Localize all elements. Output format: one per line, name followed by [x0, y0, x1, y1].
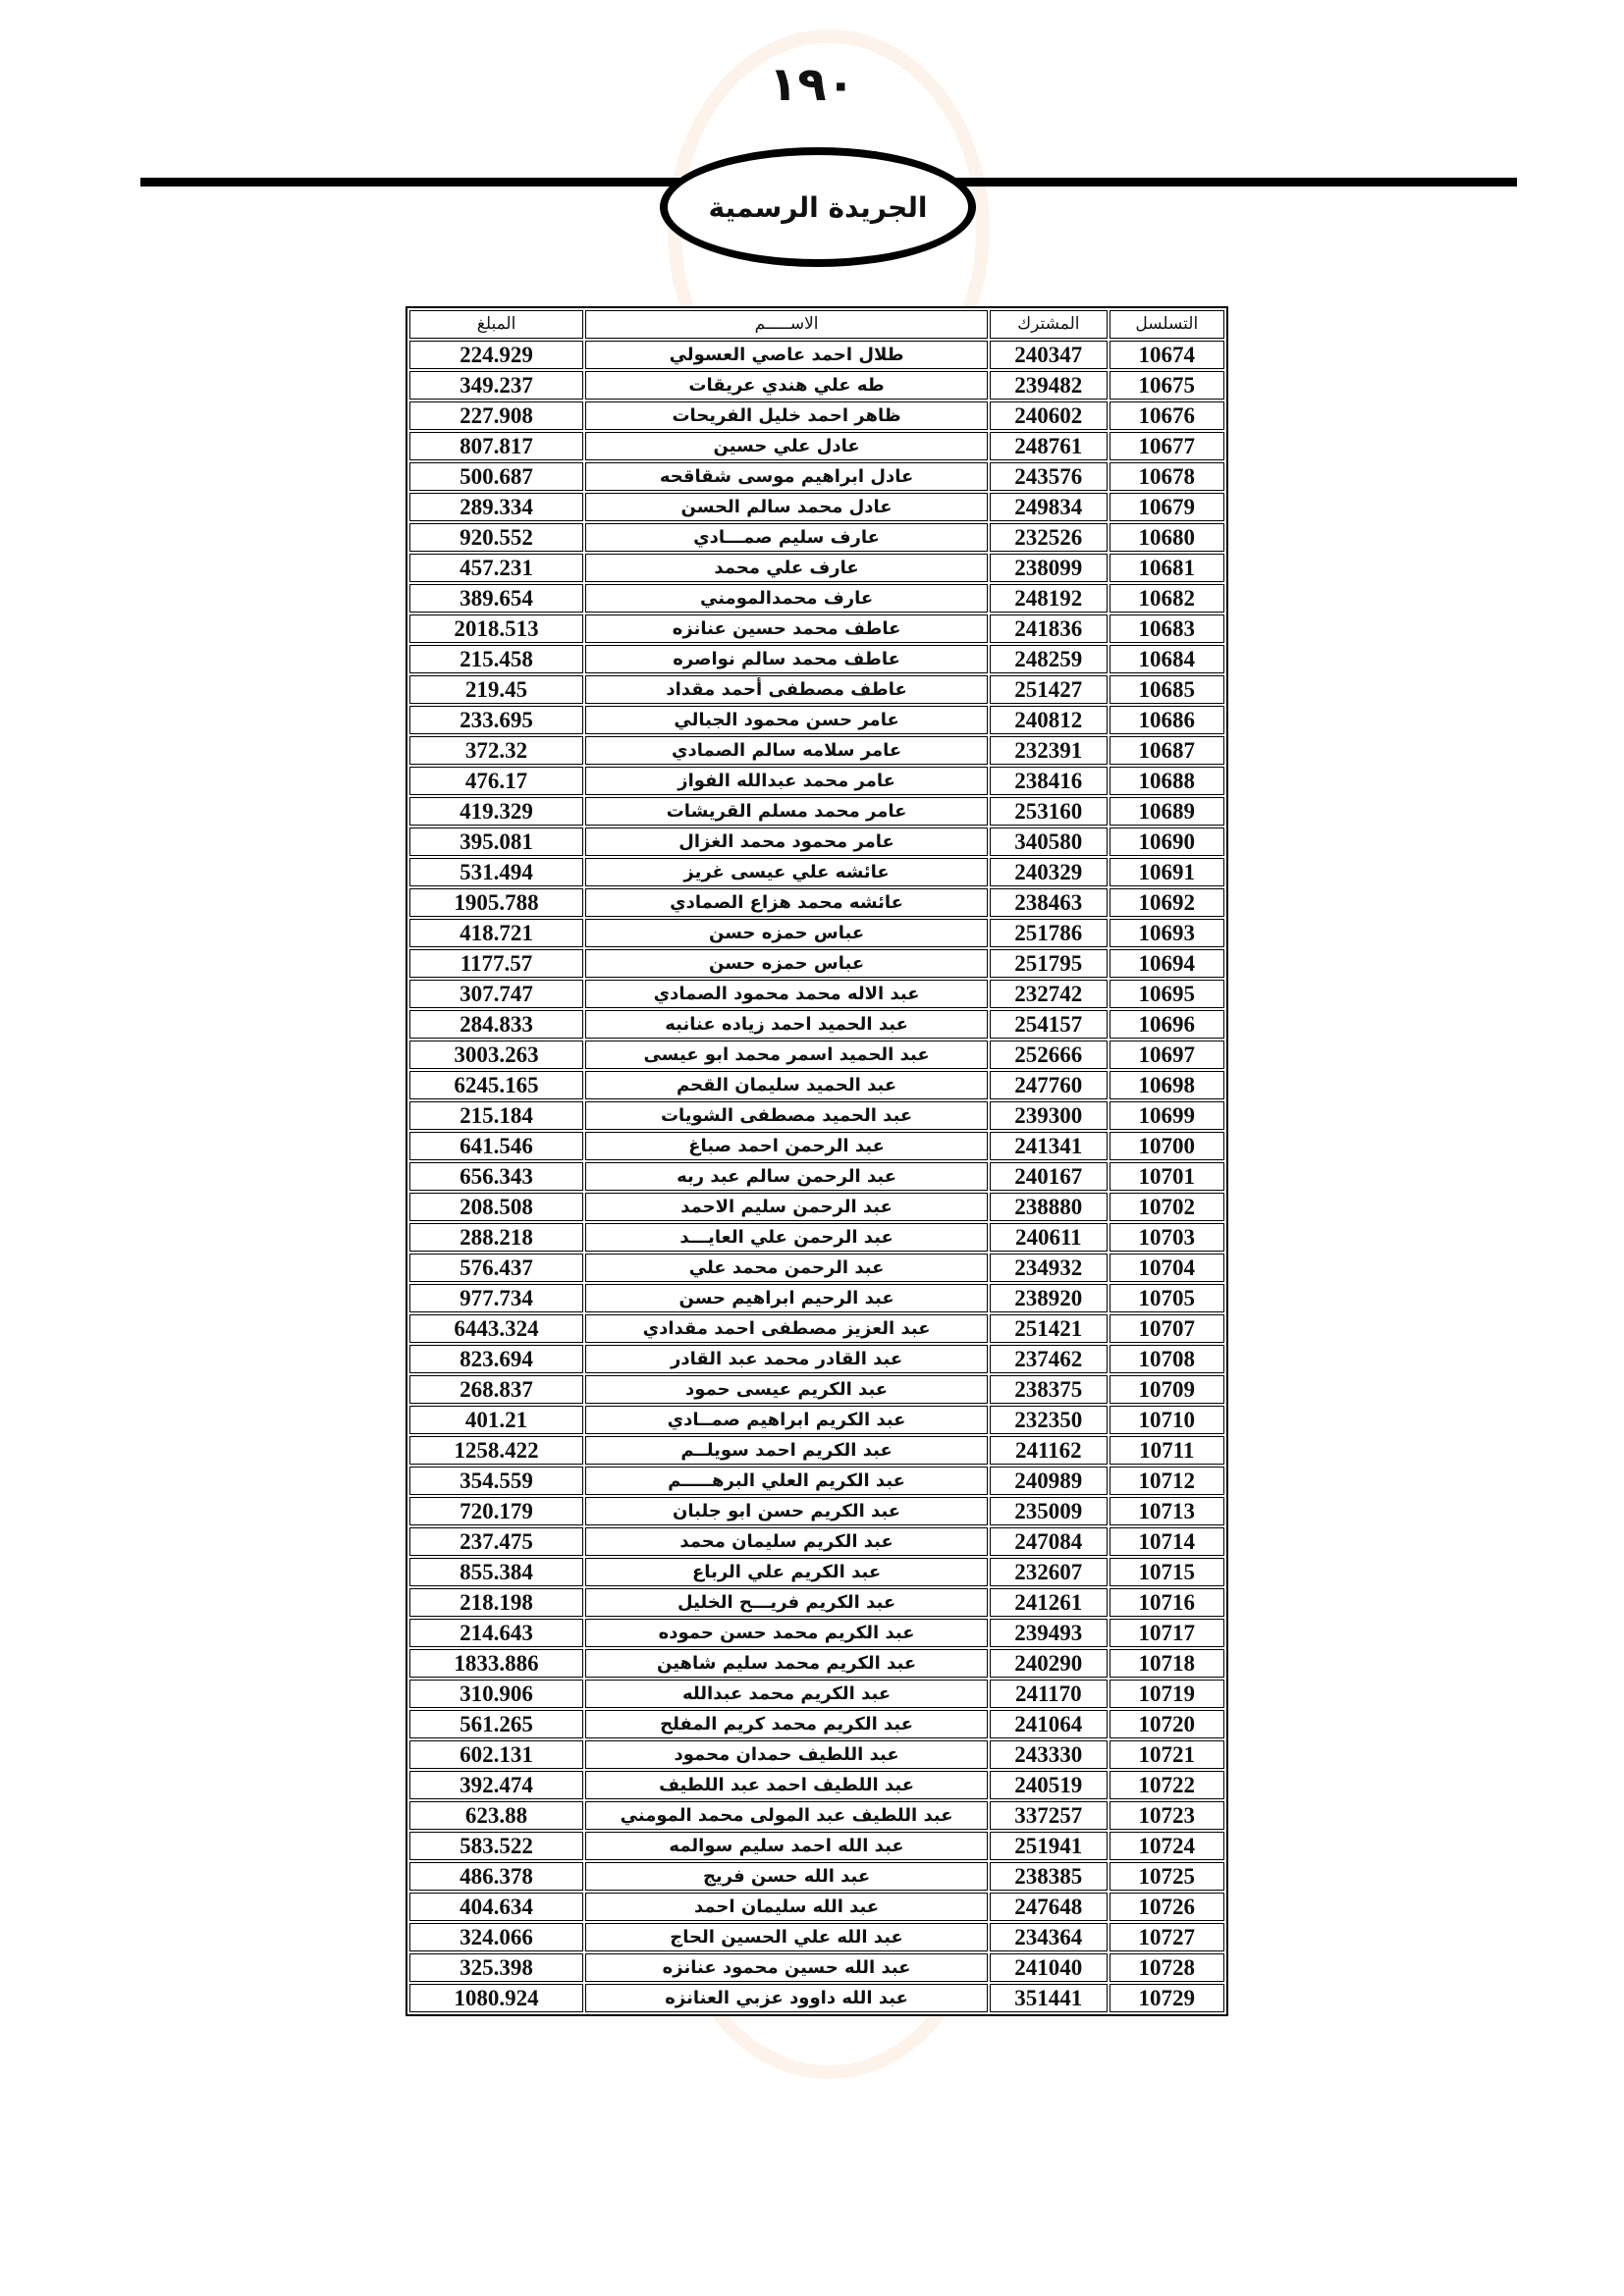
amount-cell: 395.081 [409, 828, 583, 856]
subscriber-cell: 337257 [990, 1801, 1107, 1830]
subscriber-cell: 251421 [990, 1314, 1107, 1343]
table-row [409, 1101, 1224, 1130]
table-row [409, 1223, 1224, 1252]
name-cell: عبد الكريم فريـــح الخليل [585, 1588, 988, 1617]
serial-cell: 10717 [1110, 1619, 1224, 1647]
serial-cell: 10724 [1110, 1832, 1224, 1860]
column-header-serial: التسلسل [1110, 310, 1224, 339]
serial-cell: 10693 [1110, 919, 1224, 947]
serial-cell: 10700 [1110, 1132, 1224, 1160]
amount-cell: 6245.165 [409, 1071, 583, 1099]
amount-cell: 419.329 [409, 797, 583, 826]
serial-cell: 10710 [1110, 1406, 1224, 1434]
amount-cell: 354.559 [409, 1467, 583, 1495]
publication-badge [660, 147, 976, 267]
column-header-amount: المبلغ [409, 310, 583, 339]
serial-cell: 10695 [1110, 980, 1224, 1008]
name-cell: عاطف محمد سالم نواصره [585, 645, 988, 673]
serial-cell: 10727 [1110, 1923, 1224, 1951]
amount-cell: 208.508 [409, 1193, 583, 1221]
name-cell: عبد الله سليمان احمد [585, 1893, 988, 1921]
serial-cell: 10707 [1110, 1314, 1224, 1343]
subscriber-cell: 340580 [990, 828, 1107, 856]
name-cell: عاطف مصطفى أحمد مقداد [585, 675, 988, 704]
name-cell: عارف علي محمد [585, 554, 988, 582]
subscriber-cell: 241836 [990, 614, 1107, 643]
serial-cell: 10699 [1110, 1101, 1224, 1130]
name-cell: عبد الرحمن سالم عبد ربه [585, 1162, 988, 1191]
table-row [409, 797, 1224, 826]
amount-cell: 288.218 [409, 1223, 583, 1252]
page-number: ١٩٠ [769, 57, 855, 112]
subscriber-cell: 251786 [990, 919, 1107, 947]
table-row [409, 980, 1224, 1008]
amount-cell: 219.45 [409, 675, 583, 704]
column-header-name: الاســـــم [585, 310, 988, 339]
name-cell: عاطف محمد حسين عنانزه [585, 614, 988, 643]
amount-cell: 1833.886 [409, 1649, 583, 1678]
payments-table [406, 306, 1228, 2016]
table-row [409, 1041, 1224, 1069]
amount-cell: 576.437 [409, 1254, 583, 1282]
serial-cell: 10715 [1110, 1558, 1224, 1586]
amount-cell: 623.88 [409, 1801, 583, 1830]
name-cell: عادل علي حسين [585, 432, 988, 460]
serial-cell: 10675 [1110, 371, 1224, 400]
subscriber-cell: 238416 [990, 767, 1107, 795]
table-row [409, 1680, 1224, 1708]
subscriber-cell: 237462 [990, 1345, 1107, 1373]
amount-cell: 500.687 [409, 462, 583, 491]
subscriber-cell: 248259 [990, 645, 1107, 673]
name-cell: عبد الحميد اسمر محمد ابو عيسى [585, 1041, 988, 1069]
table-row [409, 523, 1224, 552]
subscriber-cell: 232526 [990, 523, 1107, 552]
subscriber-cell: 240611 [990, 1223, 1107, 1252]
amount-cell: 284.833 [409, 1010, 583, 1039]
serial-cell: 10676 [1110, 401, 1224, 430]
table-row [409, 706, 1224, 734]
subscriber-cell: 241170 [990, 1680, 1107, 1708]
name-cell: عادل محمد سالم الحسن [585, 493, 988, 521]
amount-cell: 641.546 [409, 1132, 583, 1160]
subscriber-cell: 251941 [990, 1832, 1107, 1860]
amount-cell: 404.634 [409, 1893, 583, 1921]
table-row [409, 736, 1224, 765]
name-cell: عبد اللطيف عبد المولى محمد المومني [585, 1801, 988, 1830]
serial-cell: 10697 [1110, 1041, 1224, 1069]
subscriber-cell: 234364 [990, 1923, 1107, 1951]
subscriber-cell: 240167 [990, 1162, 1107, 1191]
subscriber-cell: 243576 [990, 462, 1107, 491]
table-row [409, 1010, 1224, 1039]
serial-cell: 10696 [1110, 1010, 1224, 1039]
amount-cell: 401.21 [409, 1406, 583, 1434]
serial-cell: 10698 [1110, 1071, 1224, 1099]
subscriber-cell: 239300 [990, 1101, 1107, 1130]
subscriber-cell: 241261 [990, 1588, 1107, 1617]
serial-cell: 10713 [1110, 1497, 1224, 1525]
serial-cell: 10694 [1110, 949, 1224, 978]
subscriber-cell: 240347 [990, 341, 1107, 369]
subscriber-cell: 238880 [990, 1193, 1107, 1221]
table-row [409, 1375, 1224, 1404]
serial-cell: 10729 [1110, 1984, 1224, 2012]
table-row [409, 919, 1224, 947]
subscriber-cell: 241040 [990, 1953, 1107, 1982]
serial-cell: 10689 [1110, 797, 1224, 826]
subscriber-cell: 232391 [990, 736, 1107, 765]
serial-cell: 10708 [1110, 1345, 1224, 1373]
table-row [409, 371, 1224, 400]
table-row [409, 1710, 1224, 1738]
amount-cell: 531.494 [409, 858, 583, 886]
table-row [409, 1649, 1224, 1678]
name-cell: عبد الله حسن فريج [585, 1862, 988, 1891]
name-cell: عبد الكريم محمد كريم المفلح [585, 1710, 988, 1738]
amount-cell: 602.131 [409, 1740, 583, 1769]
name-cell: عبد الحميد سليمان القحم [585, 1071, 988, 1099]
subscriber-cell: 351441 [990, 1984, 1107, 2012]
amount-cell: 268.837 [409, 1375, 583, 1404]
name-cell: عبد الله حسين محمود عنانزه [585, 1953, 988, 1982]
subscriber-cell: 254157 [990, 1010, 1107, 1039]
name-cell: عبد الرحمن علي العايـــد [585, 1223, 988, 1252]
subscriber-cell: 241341 [990, 1132, 1107, 1160]
subscriber-cell: 240519 [990, 1771, 1107, 1799]
subscriber-cell: 247760 [990, 1071, 1107, 1099]
column-header-subscriber: المشترك [990, 310, 1107, 339]
amount-cell: 218.198 [409, 1588, 583, 1617]
serial-cell: 10687 [1110, 736, 1224, 765]
serial-cell: 10709 [1110, 1375, 1224, 1404]
serial-cell: 10720 [1110, 1710, 1224, 1738]
name-cell: عبد الكريم محمد سليم شاهين [585, 1649, 988, 1678]
table-row [409, 675, 1224, 704]
name-cell: عبد الكريم علي الرباع [585, 1558, 988, 1586]
amount-cell: 1177.57 [409, 949, 583, 978]
serial-cell: 10674 [1110, 341, 1224, 369]
serial-cell: 10716 [1110, 1588, 1224, 1617]
table-row [409, 493, 1224, 521]
table-row [409, 828, 1224, 856]
table-row [409, 1193, 1224, 1221]
name-cell: عبد الله علي الحسين الحاج [585, 1923, 988, 1951]
subscriber-cell: 239493 [990, 1619, 1107, 1647]
serial-cell: 10686 [1110, 706, 1224, 734]
amount-cell: 476.17 [409, 767, 583, 795]
subscriber-cell: 241162 [990, 1436, 1107, 1465]
name-cell: عبد العزيز مصطفى احمد مقدادي [585, 1314, 988, 1343]
subscriber-cell: 239482 [990, 371, 1107, 400]
amount-cell: 2018.513 [409, 614, 583, 643]
subscriber-cell: 241064 [990, 1710, 1107, 1738]
name-cell: عبد الكريم عيسى حمود [585, 1375, 988, 1404]
serial-cell: 10691 [1110, 858, 1224, 886]
amount-cell: 720.179 [409, 1497, 583, 1525]
name-cell: عامر محمد مسلم القريشات [585, 797, 988, 826]
name-cell: طه علي هندي عريقات [585, 371, 988, 400]
name-cell: عبد الكريم العلي البرهـــــم [585, 1467, 988, 1495]
amount-cell: 1905.788 [409, 888, 583, 917]
table-row [409, 1406, 1224, 1434]
table-row [409, 1132, 1224, 1160]
subscriber-cell: 243330 [990, 1740, 1107, 1769]
table-row [409, 1619, 1224, 1647]
table-row [409, 1436, 1224, 1465]
serial-cell: 10719 [1110, 1680, 1224, 1708]
subscriber-cell: 247084 [990, 1527, 1107, 1556]
amount-cell: 372.32 [409, 736, 583, 765]
subscriber-cell: 235009 [990, 1497, 1107, 1525]
serial-cell: 10726 [1110, 1893, 1224, 1921]
name-cell: عبد الكريم حسن ابو جلبان [585, 1497, 988, 1525]
table-row [409, 1832, 1224, 1860]
name-cell: عبد اللطيف احمد عبد اللطيف [585, 1771, 988, 1799]
serial-cell: 10679 [1110, 493, 1224, 521]
name-cell: عبد الكريم ابراهيم صمــادي [585, 1406, 988, 1434]
name-cell: عبد الرحمن محمد علي [585, 1254, 988, 1282]
serial-cell: 10680 [1110, 523, 1224, 552]
table-row [409, 1071, 1224, 1099]
serial-cell: 10684 [1110, 645, 1224, 673]
name-cell: عبد الكريم محمد حسن حموده [585, 1619, 988, 1647]
amount-cell: 920.552 [409, 523, 583, 552]
subscriber-cell: 232350 [990, 1406, 1107, 1434]
amount-cell: 289.334 [409, 493, 583, 521]
table-row [409, 1771, 1224, 1799]
table-row [409, 432, 1224, 460]
amount-cell: 324.066 [409, 1923, 583, 1951]
subscriber-cell: 238099 [990, 554, 1107, 582]
amount-cell: 389.654 [409, 584, 583, 613]
subscriber-cell: 247648 [990, 1893, 1107, 1921]
name-cell: ظاهر احمد خليل الفريحات [585, 401, 988, 430]
table-row [409, 1162, 1224, 1191]
amount-cell: 6443.324 [409, 1314, 583, 1343]
amount-cell: 307.747 [409, 980, 583, 1008]
subscriber-cell: 232742 [990, 980, 1107, 1008]
name-cell: عباس حمزه حسن [585, 919, 988, 947]
name-cell: عبد الله احمد سليم سوالمه [585, 1832, 988, 1860]
serial-cell: 10714 [1110, 1527, 1224, 1556]
subscriber-cell: 240812 [990, 706, 1107, 734]
subscriber-cell: 240329 [990, 858, 1107, 886]
serial-cell: 10692 [1110, 888, 1224, 917]
subscriber-cell: 238463 [990, 888, 1107, 917]
subscriber-cell: 234932 [990, 1254, 1107, 1282]
name-cell: عبد الاله محمد محمود الصمادي [585, 980, 988, 1008]
table-row [409, 1284, 1224, 1312]
name-cell: عامر حسن محمود الجبالي [585, 706, 988, 734]
table-row [409, 767, 1224, 795]
subscriber-cell: 248761 [990, 432, 1107, 460]
amount-cell: 561.265 [409, 1710, 583, 1738]
serial-cell: 10683 [1110, 614, 1224, 643]
table-row [409, 401, 1224, 430]
name-cell: عامر محمد عبدالله الفواز [585, 767, 988, 795]
amount-cell: 214.643 [409, 1619, 583, 1647]
name-cell: عبد الكريم سليمان محمد [585, 1527, 988, 1556]
name-cell: عباس حمزه حسن [585, 949, 988, 978]
amount-cell: 1258.422 [409, 1436, 583, 1465]
table-row [409, 1254, 1224, 1282]
serial-cell: 10728 [1110, 1953, 1224, 1982]
serial-cell: 10702 [1110, 1193, 1224, 1221]
serial-cell: 10723 [1110, 1801, 1224, 1830]
amount-cell: 1080.924 [409, 1984, 583, 2012]
amount-cell: 823.694 [409, 1345, 583, 1373]
table-row [409, 1801, 1224, 1830]
name-cell: عائشه علي عيسى غريز [585, 858, 988, 886]
subscriber-cell: 252666 [990, 1041, 1107, 1069]
amount-cell: 215.458 [409, 645, 583, 673]
serial-cell: 10721 [1110, 1740, 1224, 1769]
name-cell: عبد الرحمن احمد صباغ [585, 1132, 988, 1160]
table-header-row [409, 310, 1224, 339]
subscriber-cell: 251795 [990, 949, 1107, 978]
name-cell: عبد الكريم احمد سويلــم [585, 1436, 988, 1465]
serial-cell: 10690 [1110, 828, 1224, 856]
amount-cell: 807.817 [409, 432, 583, 460]
subscriber-cell: 232607 [990, 1558, 1107, 1586]
serial-cell: 10712 [1110, 1467, 1224, 1495]
table-row [409, 1558, 1224, 1586]
amount-cell: 977.734 [409, 1284, 583, 1312]
serial-cell: 10681 [1110, 554, 1224, 582]
table-row [409, 554, 1224, 582]
table-row [409, 1345, 1224, 1373]
subscriber-cell: 249834 [990, 493, 1107, 521]
name-cell: عارف محمدالمومني [585, 584, 988, 613]
table-row [409, 949, 1224, 978]
table-row [409, 1467, 1224, 1495]
amount-cell: 392.474 [409, 1771, 583, 1799]
amount-cell: 325.398 [409, 1953, 583, 1982]
subscriber-cell: 253160 [990, 797, 1107, 826]
name-cell: طلال احمد عاصي العسولي [585, 341, 988, 369]
name-cell: عبد الحميد احمد زياده عنانبه [585, 1010, 988, 1039]
subscriber-cell: 240290 [990, 1649, 1107, 1678]
name-cell: عبد الرحمن سليم الاحمد [585, 1193, 988, 1221]
serial-cell: 10678 [1110, 462, 1224, 491]
serial-cell: 10711 [1110, 1436, 1224, 1465]
amount-cell: 418.721 [409, 919, 583, 947]
table-row [409, 1984, 1224, 2012]
table-row [409, 1953, 1224, 1982]
name-cell: عبد القادر محمد عبد القادر [585, 1345, 988, 1373]
subscriber-cell: 240989 [990, 1467, 1107, 1495]
name-cell: عارف سليم صمـــادي [585, 523, 988, 552]
name-cell: عبد الله داوود عزبي العنانزه [585, 1984, 988, 2012]
table-row [409, 584, 1224, 613]
name-cell: عادل ابراهيم موسى شقاقحه [585, 462, 988, 491]
amount-cell: 233.695 [409, 706, 583, 734]
serial-cell: 10701 [1110, 1162, 1224, 1191]
table-row [409, 1527, 1224, 1556]
serial-cell: 10718 [1110, 1649, 1224, 1678]
table-row [409, 1740, 1224, 1769]
name-cell: عبد الكريم محمد عبدالله [585, 1680, 988, 1708]
name-cell: عامر محمود محمد الغزال [585, 828, 988, 856]
subscriber-cell: 238385 [990, 1862, 1107, 1891]
serial-cell: 10685 [1110, 675, 1224, 704]
subscriber-cell: 248192 [990, 584, 1107, 613]
amount-cell: 457.231 [409, 554, 583, 582]
amount-cell: 486.378 [409, 1862, 583, 1891]
table-row [409, 614, 1224, 643]
amount-cell: 237.475 [409, 1527, 583, 1556]
amount-cell: 227.908 [409, 401, 583, 430]
serial-cell: 10682 [1110, 584, 1224, 613]
subscriber-cell: 238375 [990, 1375, 1107, 1404]
subscriber-cell: 238920 [990, 1284, 1107, 1312]
subscriber-cell: 251427 [990, 675, 1107, 704]
serial-cell: 10677 [1110, 432, 1224, 460]
amount-cell: 656.343 [409, 1162, 583, 1191]
amount-cell: 855.384 [409, 1558, 583, 1586]
serial-cell: 10705 [1110, 1284, 1224, 1312]
amount-cell: 349.237 [409, 371, 583, 400]
table-row [409, 462, 1224, 491]
amount-cell: 310.906 [409, 1680, 583, 1708]
table-row [409, 1497, 1224, 1525]
publication-title: الجريدة الرسمية [708, 190, 928, 224]
serial-cell: 10725 [1110, 1862, 1224, 1891]
table-row [409, 1893, 1224, 1921]
amount-cell: 3003.263 [409, 1041, 583, 1069]
amount-cell: 224.929 [409, 341, 583, 369]
table-row [409, 645, 1224, 673]
table-row [409, 1588, 1224, 1617]
amount-cell: 215.184 [409, 1101, 583, 1130]
table-row [409, 1314, 1224, 1343]
name-cell: عبد اللطيف حمدان محمود [585, 1740, 988, 1769]
serial-cell: 10704 [1110, 1254, 1224, 1282]
name-cell: عبد الحميد مصطفى الشويات [585, 1101, 988, 1130]
name-cell: عائشه محمد هزاع الصمادي [585, 888, 988, 917]
serial-cell: 10703 [1110, 1223, 1224, 1252]
name-cell: عبد الرحيم ابراهيم حسن [585, 1284, 988, 1312]
table-row [409, 1923, 1224, 1951]
table-row [409, 341, 1224, 369]
subscriber-cell: 240602 [990, 401, 1107, 430]
table-row [409, 888, 1224, 917]
table-row [409, 1862, 1224, 1891]
serial-cell: 10688 [1110, 767, 1224, 795]
serial-cell: 10722 [1110, 1771, 1224, 1799]
table-row [409, 858, 1224, 886]
amount-cell: 583.522 [409, 1832, 583, 1860]
name-cell: عامر سلامه سالم الصمادي [585, 736, 988, 765]
